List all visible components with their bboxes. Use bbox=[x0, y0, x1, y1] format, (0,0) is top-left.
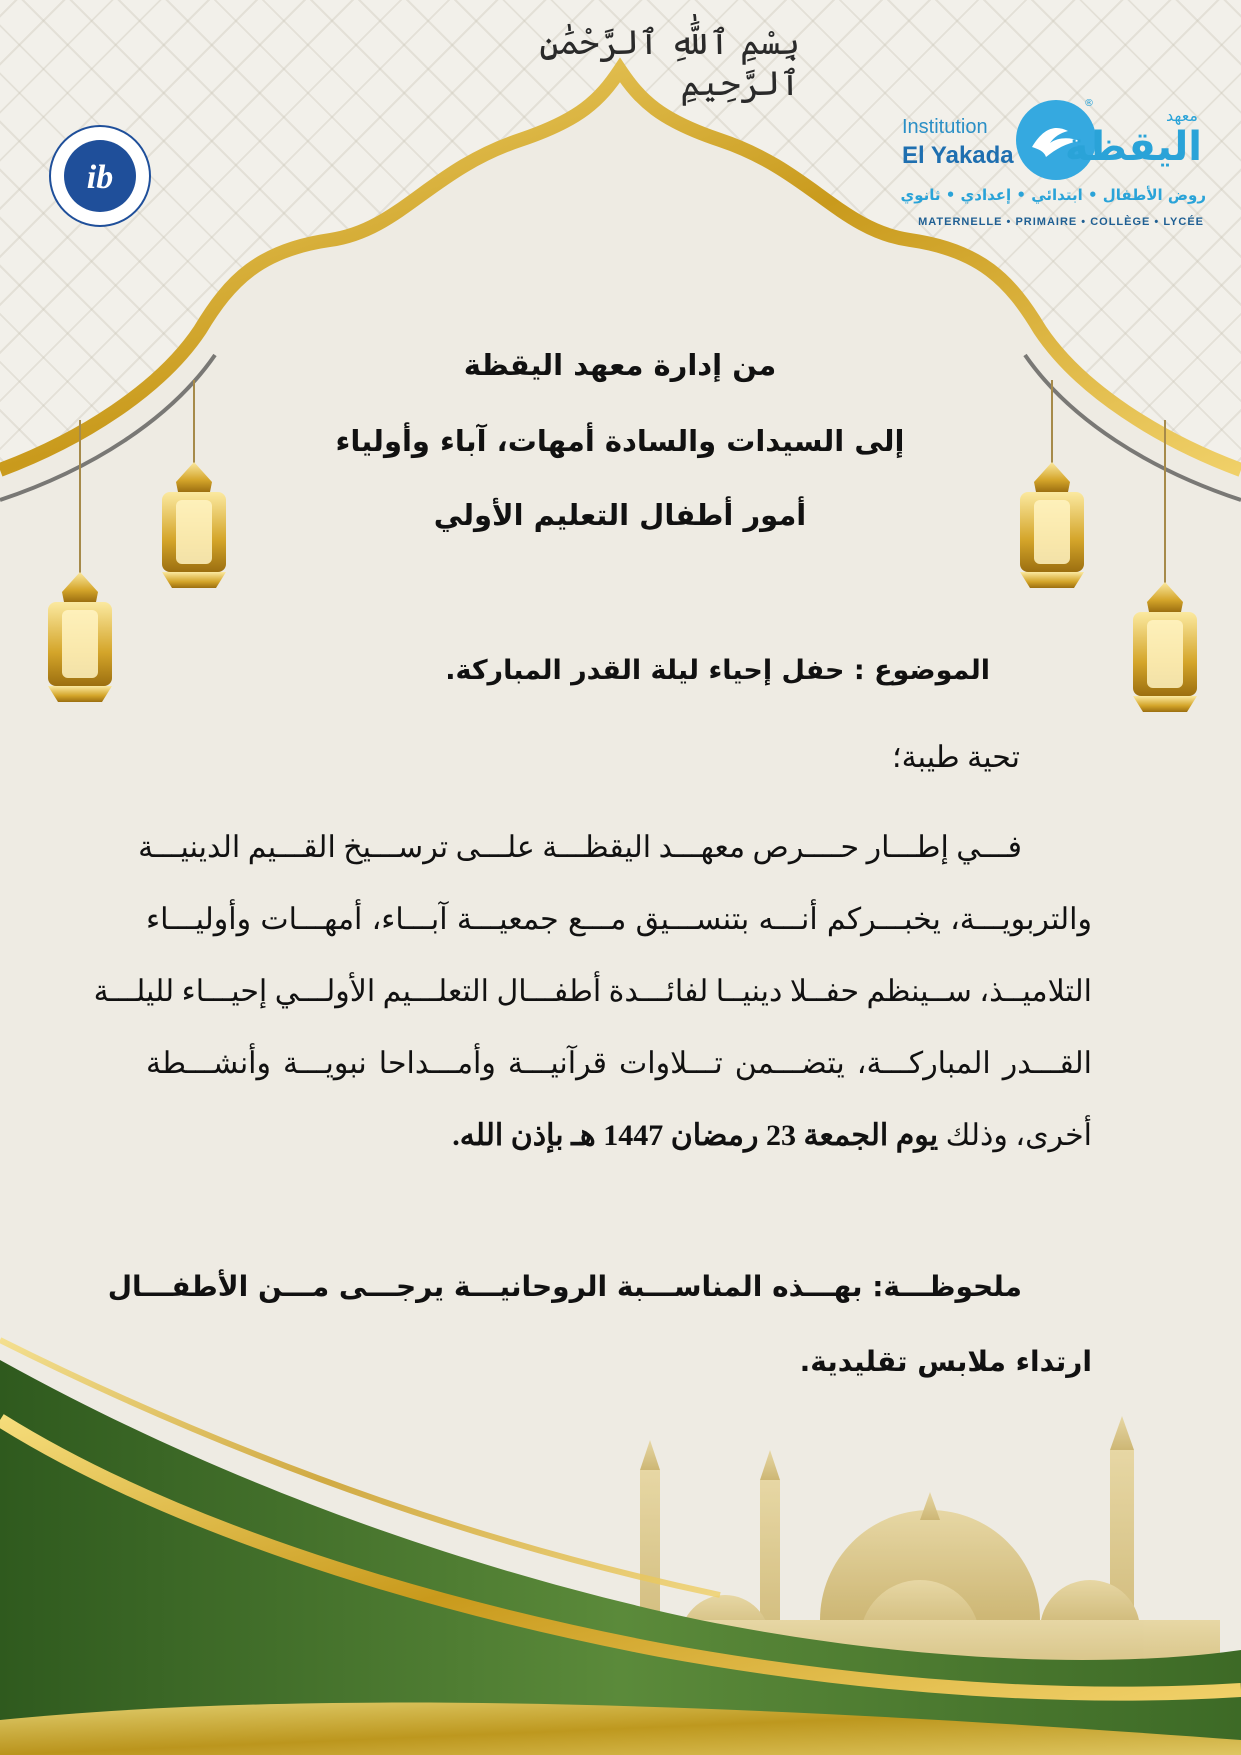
note-line-1: ملحوظـــة: بهـــذه المناســـبة الروحانيـــة يرجـــى مـــن الأطفـــال bbox=[107, 1270, 1022, 1303]
greeting: تحية طيبة؛ bbox=[892, 741, 1020, 774]
event-date: يوم الجمعة 23 رمضان 1447 هـ بإذن الله. bbox=[452, 1119, 939, 1152]
recipient-line-1: إلى السيدات والسادة أمهات، آباء وأولياء bbox=[335, 424, 905, 458]
body-line-5-text: أخرى، وذلك bbox=[938, 1119, 1092, 1152]
logo-levels-arabic: روض الأطفال • ابتدائي • إعدادي • ثانوي bbox=[900, 186, 1206, 204]
registered-mark: ® bbox=[1084, 98, 1094, 109]
sender-heading: من إدارة معهد اليقظة bbox=[463, 348, 777, 382]
logo-institution-label: Institution bbox=[902, 116, 988, 138]
subject-line: الموضوع : حفل إحياء ليلة القدر المباركة. bbox=[445, 655, 990, 686]
logo-name-latin: El Yakada bbox=[902, 142, 1014, 169]
ib-world-school-icon bbox=[48, 124, 152, 228]
body-line-5 bbox=[146, 1118, 1092, 1153]
body-line-2: والتربويـــة، يخبـــركم أنـــه بتنســـيق مـــع جمعيـــة آبـــاء، أمهـــات وأوليـــاء bbox=[146, 903, 1092, 936]
institution-logo bbox=[900, 98, 1210, 238]
logo-levels-french: MATERNELLE • PRIMAIRE • COLLÈGE • LYCÉE bbox=[918, 216, 1204, 228]
note-line-2: ارتداء ملابس تقليدية. bbox=[799, 1345, 1092, 1378]
logo-arabic-name: اليقظة bbox=[1064, 124, 1202, 170]
body-line-4: القـــدر المباركـــة، يتضـــمن تـــلاوات قرآنيـــة وأمـــداحا نبويـــة وأنشـــطة bbox=[146, 1047, 1092, 1080]
logo-arabic-prefix: معهد bbox=[1165, 106, 1198, 125]
body-line-3: التلاميــذ، ســينظم حفــلا دينيــا لفائـــدة أطفـــال التعلـــيم الأولـــي إحيـــاء لليلـــة bbox=[93, 975, 1092, 1008]
basmala-calligraphy: بِسْمِ ٱللَّٰهِ ٱلرَّحْمَٰنِ ٱلرَّحِيمِ bbox=[539, 23, 800, 104]
body-line-1: فـــي إطـــار حــــرص معهـــد اليقظـــة علـــى ترســـيخ القـــيم الدينيـــة bbox=[138, 831, 1022, 864]
svg-text:ib: ib bbox=[86, 159, 114, 196]
recipient-line-2: أمور أطفال التعليم الأولي bbox=[433, 498, 807, 532]
